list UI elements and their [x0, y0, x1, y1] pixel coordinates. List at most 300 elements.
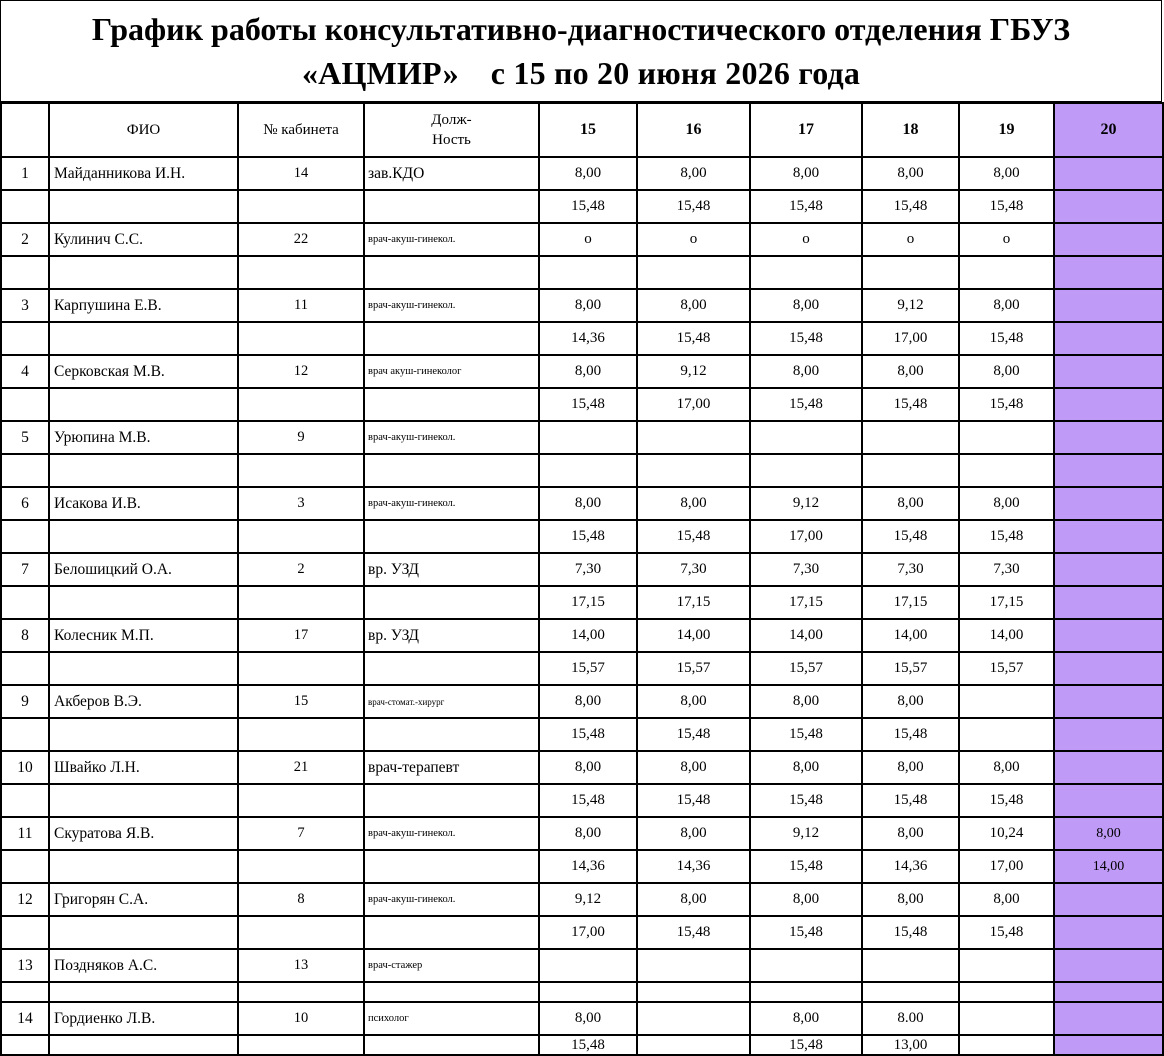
- staff-name: Скуратова Я.В.: [49, 817, 238, 850]
- shift-end-day-17: 17,00: [750, 520, 862, 553]
- row-number: 12: [1, 883, 49, 916]
- shift-start-day-15: 8,00: [539, 1002, 637, 1035]
- staff-position: врач-стажер: [364, 949, 539, 982]
- row-number: 7: [1, 553, 49, 586]
- row-number: 13: [1, 949, 49, 982]
- shift-start-day-20: [1054, 883, 1163, 916]
- shift-end-day-19: [959, 982, 1054, 1002]
- staff-name: Колесник М.П.: [49, 619, 238, 652]
- row-number-empty: [1, 652, 49, 685]
- staff-name: Урюпина М.В.: [49, 421, 238, 454]
- room-number-empty: [238, 322, 364, 355]
- row-number-empty: [1, 520, 49, 553]
- shift-end-day-18: 15,48: [862, 388, 959, 421]
- room-number: 9: [238, 421, 364, 454]
- staff-position-empty: [364, 916, 539, 949]
- shift-start-day-19: 8,00: [959, 751, 1054, 784]
- shift-end-day-15: 15,48: [539, 190, 637, 223]
- shift-end-day-15: 15,48: [539, 784, 637, 817]
- shift-start-day-15: о: [539, 223, 637, 256]
- staff-name-empty: [49, 916, 238, 949]
- shift-start-day-18: 8,00: [862, 817, 959, 850]
- staff-position-empty: [364, 652, 539, 685]
- shift-start-day-16: 8,00: [637, 157, 750, 190]
- shift-start-day-20: [1054, 223, 1163, 256]
- header-row: [1, 103, 1163, 157]
- room-number: 21: [238, 751, 364, 784]
- staff-position-empty: [364, 256, 539, 289]
- table-row: [1, 817, 1163, 850]
- staff-position: врач-акуш-гинекол.: [364, 289, 539, 322]
- shift-end-day-18: 15,57: [862, 652, 959, 685]
- table-row: [1, 487, 1163, 520]
- shift-start-day-18: 8,00: [862, 883, 959, 916]
- staff-position-empty: [364, 784, 539, 817]
- shift-start-day-16: 7,30: [637, 553, 750, 586]
- shift-start-day-20: [1054, 553, 1163, 586]
- room-number-empty: [238, 520, 364, 553]
- room-number-empty: [238, 850, 364, 883]
- staff-position: врач-акуш-гинекол.: [364, 223, 539, 256]
- header-day-18: 18: [862, 103, 959, 157]
- staff-position: вр. УЗД: [364, 619, 539, 652]
- shift-end-day-19: 15,48: [959, 322, 1054, 355]
- table-row: [1, 256, 1163, 289]
- row-number-empty: [1, 190, 49, 223]
- staff-name: Исакова И.В.: [49, 487, 238, 520]
- shift-start-day-16: 8,00: [637, 751, 750, 784]
- shift-end-day-16: 14,36: [637, 850, 750, 883]
- shift-start-day-18: [862, 421, 959, 454]
- shift-start-day-15: [539, 421, 637, 454]
- shift-end-day-16: 17,00: [637, 388, 750, 421]
- shift-end-day-15: 15,48: [539, 388, 637, 421]
- shift-end-day-16: 15,48: [637, 718, 750, 751]
- row-number: 4: [1, 355, 49, 388]
- table-row: [1, 421, 1163, 454]
- shift-start-day-17: [750, 421, 862, 454]
- shift-end-day-18: 13,00: [862, 1035, 959, 1055]
- shift-end-day-18: 17,15: [862, 586, 959, 619]
- staff-name-empty: [49, 520, 238, 553]
- row-number-empty: [1, 784, 49, 817]
- room-number-empty: [238, 652, 364, 685]
- row-number-empty: [1, 718, 49, 751]
- shift-end-day-17: 15,48: [750, 1035, 862, 1055]
- shift-start-day-16: 9,12: [637, 355, 750, 388]
- shift-start-day-20: [1054, 949, 1163, 982]
- shift-start-day-15: 8,00: [539, 487, 637, 520]
- shift-start-day-15: 8,00: [539, 355, 637, 388]
- room-number-empty: [238, 388, 364, 421]
- shift-end-day-20: [1054, 916, 1163, 949]
- shift-end-day-17: 15,57: [750, 652, 862, 685]
- shift-end-day-16: 15,48: [637, 520, 750, 553]
- shift-start-day-17: 7,30: [750, 553, 862, 586]
- room-number-empty: [238, 784, 364, 817]
- staff-name: Карпушина Е.В.: [49, 289, 238, 322]
- shift-start-day-16: 14,00: [637, 619, 750, 652]
- shift-start-day-17: 8,00: [750, 685, 862, 718]
- shift-end-day-18: 15,48: [862, 718, 959, 751]
- shift-end-day-18: 15,48: [862, 190, 959, 223]
- table-row: [1, 454, 1163, 487]
- room-number-empty: [238, 982, 364, 1002]
- shift-start-day-16: 8,00: [637, 487, 750, 520]
- shift-start-day-17: [750, 949, 862, 982]
- shift-start-day-16: 8,00: [637, 817, 750, 850]
- shift-end-day-19: 15,48: [959, 916, 1054, 949]
- shift-end-day-20: [1054, 520, 1163, 553]
- staff-name: Акберов В.Э.: [49, 685, 238, 718]
- room-number: 13: [238, 949, 364, 982]
- row-number: 1: [1, 157, 49, 190]
- staff-position: врач акуш-гинеколог: [364, 355, 539, 388]
- shift-start-day-20: [1054, 289, 1163, 322]
- header-day-15: 15: [539, 103, 637, 157]
- shift-end-day-17: 15,48: [750, 190, 862, 223]
- shift-end-day-19: 15,48: [959, 520, 1054, 553]
- shift-start-day-20: 8,00: [1054, 817, 1163, 850]
- room-number-empty: [238, 256, 364, 289]
- shift-start-day-16: о: [637, 223, 750, 256]
- shift-start-day-20: [1054, 157, 1163, 190]
- shift-start-day-16: [637, 949, 750, 982]
- shift-end-day-17: 15,48: [750, 784, 862, 817]
- shift-end-day-20: [1054, 784, 1163, 817]
- shift-end-day-15: 14,36: [539, 850, 637, 883]
- shift-start-day-20: [1054, 685, 1163, 718]
- shift-end-day-18: [862, 982, 959, 1002]
- staff-position-empty: [364, 1035, 539, 1055]
- staff-name-empty: [49, 652, 238, 685]
- schedule-table: [0, 102, 1164, 1056]
- shift-start-day-15: 8,00: [539, 751, 637, 784]
- table-row: [1, 1002, 1163, 1035]
- room-number: 15: [238, 685, 364, 718]
- shift-start-day-19: 8,00: [959, 487, 1054, 520]
- shift-start-day-18: 8,00: [862, 157, 959, 190]
- shift-start-day-16: 8,00: [637, 289, 750, 322]
- row-number: 11: [1, 817, 49, 850]
- shift-end-day-17: 15,48: [750, 322, 862, 355]
- table-row: [1, 322, 1163, 355]
- table-row: [1, 916, 1163, 949]
- shift-end-day-16: 15,48: [637, 784, 750, 817]
- staff-name-empty: [49, 454, 238, 487]
- shift-end-day-17: [750, 454, 862, 487]
- table-row: [1, 388, 1163, 421]
- shift-end-day-15: 17,00: [539, 916, 637, 949]
- room-number: 17: [238, 619, 364, 652]
- shift-start-day-15: 8,00: [539, 289, 637, 322]
- staff-name-empty: [49, 1035, 238, 1055]
- shift-start-day-18: 8.00: [862, 1002, 959, 1035]
- header-position-line-1: Долж-: [431, 112, 472, 128]
- shift-end-day-18: 15,48: [862, 784, 959, 817]
- shift-start-day-16: 8,00: [637, 883, 750, 916]
- shift-end-day-16: 15,48: [637, 322, 750, 355]
- staff-name: Майданникова И.Н.: [49, 157, 238, 190]
- shift-end-day-17: 15,48: [750, 388, 862, 421]
- shift-start-day-18: 8,00: [862, 685, 959, 718]
- shift-end-day-15: 15,57: [539, 652, 637, 685]
- room-number-empty: [238, 916, 364, 949]
- shift-start-day-20: [1054, 619, 1163, 652]
- schedule-body: [1, 157, 1163, 1055]
- row-number-empty: [1, 388, 49, 421]
- staff-position-empty: [364, 718, 539, 751]
- table-row: [1, 223, 1163, 256]
- room-number: 2: [238, 553, 364, 586]
- shift-end-day-16: 15,57: [637, 652, 750, 685]
- shift-start-day-18: 9,12: [862, 289, 959, 322]
- shift-start-day-20: [1054, 355, 1163, 388]
- staff-position-empty: [364, 454, 539, 487]
- table-row: [1, 190, 1163, 223]
- shift-start-day-19: 8,00: [959, 289, 1054, 322]
- shift-start-day-15: 8,00: [539, 685, 637, 718]
- room-number-empty: [238, 1035, 364, 1055]
- staff-name-empty: [49, 718, 238, 751]
- row-number-empty: [1, 916, 49, 949]
- shift-end-day-20: 14,00: [1054, 850, 1163, 883]
- shift-start-day-15: 9,12: [539, 883, 637, 916]
- staff-name-empty: [49, 784, 238, 817]
- row-number-empty: [1, 586, 49, 619]
- row-number-empty: [1, 322, 49, 355]
- table-row: [1, 586, 1163, 619]
- staff-name-empty: [49, 982, 238, 1002]
- shift-end-day-16: 15,48: [637, 190, 750, 223]
- shift-start-day-18: 14,00: [862, 619, 959, 652]
- shift-end-day-18: [862, 256, 959, 289]
- table-row: [1, 553, 1163, 586]
- staff-position: врач-акуш-гинекол.: [364, 487, 539, 520]
- room-number-empty: [238, 718, 364, 751]
- room-number-empty: [238, 190, 364, 223]
- staff-name-empty: [49, 322, 238, 355]
- shift-start-day-19: 8,00: [959, 883, 1054, 916]
- shift-start-day-18: о: [862, 223, 959, 256]
- shift-end-day-15: 17,15: [539, 586, 637, 619]
- room-number: 12: [238, 355, 364, 388]
- header-day-19: 19: [959, 103, 1054, 157]
- shift-end-day-16: 17,15: [637, 586, 750, 619]
- shift-start-day-17: 8,00: [750, 289, 862, 322]
- shift-start-day-20: [1054, 1002, 1163, 1035]
- staff-position-empty: [364, 850, 539, 883]
- staff-name: Белошицкий О.А.: [49, 553, 238, 586]
- staff-position: вр. УЗД: [364, 553, 539, 586]
- staff-position: врач-стомат.-хирург: [364, 685, 539, 718]
- shift-start-day-19: 8,00: [959, 157, 1054, 190]
- shift-start-day-18: 8,00: [862, 355, 959, 388]
- staff-position-empty: [364, 586, 539, 619]
- table-row: [1, 718, 1163, 751]
- shift-end-day-16: [637, 256, 750, 289]
- header-day-17: 17: [750, 103, 862, 157]
- shift-start-day-19: [959, 421, 1054, 454]
- staff-position: зав.КДО: [364, 157, 539, 190]
- shift-end-day-16: [637, 982, 750, 1002]
- shift-end-day-19: 15,57: [959, 652, 1054, 685]
- shift-start-day-18: 7,30: [862, 553, 959, 586]
- staff-name-empty: [49, 850, 238, 883]
- staff-name: Григорян С.А.: [49, 883, 238, 916]
- title-line-2: [1, 51, 1161, 95]
- shift-end-day-20: [1054, 322, 1163, 355]
- shift-end-day-15: [539, 454, 637, 487]
- shift-end-day-19: [959, 718, 1054, 751]
- row-number-empty: [1, 850, 49, 883]
- header-day-20: 20: [1054, 103, 1163, 157]
- room-number-empty: [238, 454, 364, 487]
- staff-name-empty: [49, 190, 238, 223]
- shift-start-day-15: 7,30: [539, 553, 637, 586]
- row-number-empty: [1, 982, 49, 1002]
- shift-end-day-19: [959, 256, 1054, 289]
- staff-name: Поздняков А.С.: [49, 949, 238, 982]
- shift-end-day-20: [1054, 256, 1163, 289]
- shift-end-day-20: [1054, 1035, 1163, 1055]
- table-row: [1, 685, 1163, 718]
- room-number: 14: [238, 157, 364, 190]
- shift-end-day-18: [862, 454, 959, 487]
- staff-position: врач-акуш-гинекол.: [364, 421, 539, 454]
- table-row: [1, 784, 1163, 817]
- header-number: [1, 103, 49, 157]
- shift-end-day-15: [539, 982, 637, 1002]
- title-organization: «АЦМИР»: [301, 55, 459, 91]
- staff-name: Гордиенко Л.В.: [49, 1002, 238, 1035]
- row-number: 2: [1, 223, 49, 256]
- shift-end-day-17: 17,15: [750, 586, 862, 619]
- shift-end-day-16: [637, 454, 750, 487]
- header-room: № кабинета: [238, 103, 364, 157]
- header-position: [364, 103, 539, 157]
- shift-start-day-20: [1054, 421, 1163, 454]
- shift-end-day-19: 15,48: [959, 784, 1054, 817]
- staff-name-empty: [49, 388, 238, 421]
- row-number: 5: [1, 421, 49, 454]
- row-number: 9: [1, 685, 49, 718]
- staff-position: врач-акуш-гинекол.: [364, 817, 539, 850]
- shift-end-day-18: 17,00: [862, 322, 959, 355]
- shift-start-day-19: 14,00: [959, 619, 1054, 652]
- room-number: 11: [238, 289, 364, 322]
- shift-start-day-19: 8,00: [959, 355, 1054, 388]
- shift-start-day-15: 8,00: [539, 817, 637, 850]
- table-row: [1, 982, 1163, 1002]
- row-number-empty: [1, 1035, 49, 1055]
- shift-start-day-17: 9,12: [750, 487, 862, 520]
- staff-position-empty: [364, 388, 539, 421]
- shift-start-day-17: 8,00: [750, 157, 862, 190]
- shift-end-day-19: 15,48: [959, 190, 1054, 223]
- room-number: 3: [238, 487, 364, 520]
- shift-start-day-17: 8,00: [750, 355, 862, 388]
- row-number-empty: [1, 256, 49, 289]
- shift-start-day-17: 8,00: [750, 1002, 862, 1035]
- shift-start-day-19: 10,24: [959, 817, 1054, 850]
- shift-start-day-19: [959, 1002, 1054, 1035]
- room-number: 7: [238, 817, 364, 850]
- shift-end-day-15: 15,48: [539, 718, 637, 751]
- shift-end-day-17: 15,48: [750, 916, 862, 949]
- shift-end-day-16: 15,48: [637, 916, 750, 949]
- staff-position-empty: [364, 982, 539, 1002]
- row-number-empty: [1, 454, 49, 487]
- room-number-empty: [238, 586, 364, 619]
- shift-end-day-15: [539, 256, 637, 289]
- shift-start-day-19: [959, 949, 1054, 982]
- header-fio: ФИО: [49, 103, 238, 157]
- table-row: [1, 520, 1163, 553]
- row-number: 10: [1, 751, 49, 784]
- shift-end-day-20: [1054, 982, 1163, 1002]
- row-number: 3: [1, 289, 49, 322]
- shift-start-day-15: 8,00: [539, 157, 637, 190]
- shift-start-day-15: [539, 949, 637, 982]
- table-row: [1, 883, 1163, 916]
- row-number: 8: [1, 619, 49, 652]
- shift-end-day-20: [1054, 718, 1163, 751]
- shift-end-day-17: 15,48: [750, 718, 862, 751]
- shift-start-day-16: 8,00: [637, 685, 750, 718]
- shift-start-day-18: 8,00: [862, 751, 959, 784]
- shift-start-day-19: о: [959, 223, 1054, 256]
- shift-start-day-18: [862, 949, 959, 982]
- row-number: 14: [1, 1002, 49, 1035]
- table-row: [1, 1035, 1163, 1055]
- room-number: 8: [238, 883, 364, 916]
- shift-start-day-16: [637, 421, 750, 454]
- shift-end-day-20: [1054, 454, 1163, 487]
- table-row: [1, 619, 1163, 652]
- shift-start-day-18: 8,00: [862, 487, 959, 520]
- staff-name: Швайко Л.Н.: [49, 751, 238, 784]
- table-row: [1, 355, 1163, 388]
- shift-end-day-18: 15,48: [862, 916, 959, 949]
- title-line-1: График работы консультативно-диагностического отделения ГБУЗ: [91, 11, 1071, 47]
- staff-name-empty: [49, 256, 238, 289]
- table-row: [1, 850, 1163, 883]
- shift-end-day-17: 15,48: [750, 850, 862, 883]
- table-row: [1, 652, 1163, 685]
- staff-position: врач-акуш-гинекол.: [364, 883, 539, 916]
- document-title: [0, 0, 1162, 102]
- shift-start-day-17: о: [750, 223, 862, 256]
- room-number: 22: [238, 223, 364, 256]
- header-position-line-2: Ность: [432, 132, 471, 148]
- table-row: [1, 751, 1163, 784]
- shift-end-day-19: [959, 454, 1054, 487]
- shift-end-day-17: [750, 256, 862, 289]
- shift-end-day-20: [1054, 652, 1163, 685]
- staff-position: врач-терапевт: [364, 751, 539, 784]
- shift-start-day-17: 8,00: [750, 883, 862, 916]
- shift-end-day-16: [637, 1035, 750, 1055]
- shift-end-day-18: 15,48: [862, 520, 959, 553]
- shift-end-day-20: [1054, 388, 1163, 421]
- shift-end-day-15: 15,48: [539, 520, 637, 553]
- shift-end-day-20: [1054, 586, 1163, 619]
- shift-end-day-15: 14,36: [539, 322, 637, 355]
- table-row: [1, 289, 1163, 322]
- shift-end-day-18: 14,36: [862, 850, 959, 883]
- shift-start-day-19: 7,30: [959, 553, 1054, 586]
